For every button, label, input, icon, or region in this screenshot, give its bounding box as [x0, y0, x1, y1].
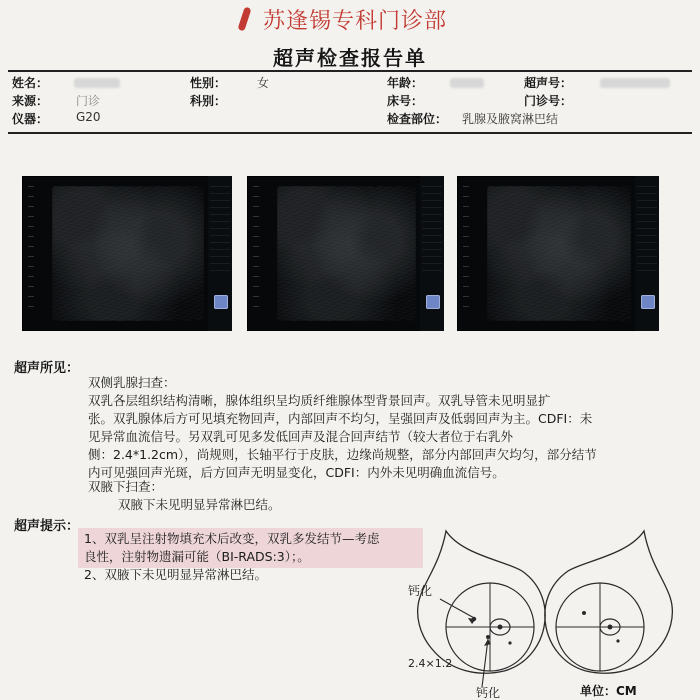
report-title: 超声检查报告单: [273, 46, 427, 70]
breast-findings-line: 张。双乳腺体后方可见填充物回声，内部回声不均匀，呈强回声及低弱回声为主。CDFI：未: [88, 411, 593, 426]
breast-findings-line: 见异常血流信号。另双乳可见多发低回声及混合回声结节（较大者位于右乳外: [88, 429, 514, 444]
name-label: 姓名：: [12, 76, 49, 90]
age-label: 年龄：: [387, 76, 424, 90]
breast-scan-title: 双侧乳腺扫查：: [88, 375, 176, 390]
department-label: 科别：: [190, 94, 227, 108]
clinic-logo-mark-icon: [235, 6, 253, 32]
device-label: 仪器：: [12, 112, 49, 126]
scan-area-3: [487, 186, 631, 321]
clinic-number-label: 门诊号：: [524, 94, 573, 108]
clinic-name: 苏逢锡专科门诊部: [263, 8, 448, 34]
gender-value: 女: [257, 76, 270, 90]
patient-info-block: [12, 74, 692, 132]
bed-label: 床号：: [387, 94, 424, 108]
clinic-logo: [235, 4, 535, 34]
impression-text: [84, 530, 379, 584]
gender-label: 性别：: [190, 76, 227, 90]
probe-indicator-icon: [641, 295, 655, 309]
impression-line: 良性，注射物遗漏可能（BI-RADS:3）；。: [84, 549, 310, 564]
breast-findings-line: 双乳各层组织结构清晰，腺体组织呈均质纤维腺体型背景回声。双乳导管未见明显扩: [88, 393, 551, 408]
ultrasound-image-2: [247, 176, 444, 331]
exam-part-value: 乳腺及腋窝淋巴结: [462, 112, 559, 126]
source-value: 门诊: [76, 94, 101, 108]
ultrasound-number-redacted: [600, 78, 670, 88]
nodule-mark: [508, 641, 511, 644]
panel-readout-1: [210, 186, 230, 276]
depth-scale-1: [28, 186, 34, 316]
ultrasound-image-1: [22, 176, 232, 331]
depth-scale-3: [463, 186, 469, 316]
panel-readout-3: [637, 186, 657, 276]
name-value-redacted: [74, 78, 120, 88]
right-nipple-dot: [608, 625, 613, 630]
impression-line: 1、双乳呈注射物填充术后改变，双乳多发结节—考虑: [84, 531, 380, 546]
axilla-findings-text: 双腋下未见明显异常淋巴结。: [118, 497, 281, 512]
scan-area-2: [277, 186, 416, 321]
header-bottom-rule: [8, 132, 692, 134]
nodule-mark: [582, 611, 586, 615]
annotation-arrow: [440, 599, 476, 619]
nodule-mark: [486, 635, 490, 639]
panel-readout-2: [422, 186, 442, 276]
handwritten-note-bottom: 钙化: [476, 686, 501, 700]
exam-part-label: 检查部位：: [387, 112, 448, 126]
ultrasound-number-label: 超声号：: [524, 76, 573, 90]
unit-label: 单位：CM: [580, 684, 637, 698]
device-value: G20: [76, 110, 101, 124]
impression-title: 超声提示：: [14, 519, 80, 534]
annotation-arrow: [482, 639, 488, 687]
breast-findings-line: 侧：2.4*1.2cm），尚规则，长轴平行于皮肤，边缘尚规整，部分内部回声欠均匀，部分结节: [88, 447, 597, 462]
impression-line: 2、双腋下未见明显异常淋巴结。: [84, 567, 267, 582]
ultrasound-image-3: [457, 176, 659, 331]
probe-indicator-icon: [214, 295, 228, 309]
scan-area-1: [52, 186, 204, 321]
source-label: 来源：: [12, 94, 49, 108]
breast-diagram: [390, 515, 700, 700]
left-nipple-dot: [498, 625, 503, 630]
age-value-redacted: [450, 78, 484, 88]
axilla-scan-title: 双腋下扫查：: [88, 479, 164, 494]
findings-title: 超声所见：: [14, 361, 80, 376]
handwritten-size: 2.4×1.2: [408, 657, 453, 670]
breast-findings-text: [88, 392, 688, 482]
depth-scale-2: [253, 186, 259, 316]
breast-findings-line: 内可见强回声光斑，后方回声无明显变化，CDFI：内外未见明确血流信号。: [88, 465, 505, 480]
handwritten-note-left: 钙化: [408, 584, 433, 598]
nodule-mark: [616, 639, 619, 642]
header-top-rule: [8, 70, 692, 72]
probe-indicator-icon: [426, 295, 440, 309]
